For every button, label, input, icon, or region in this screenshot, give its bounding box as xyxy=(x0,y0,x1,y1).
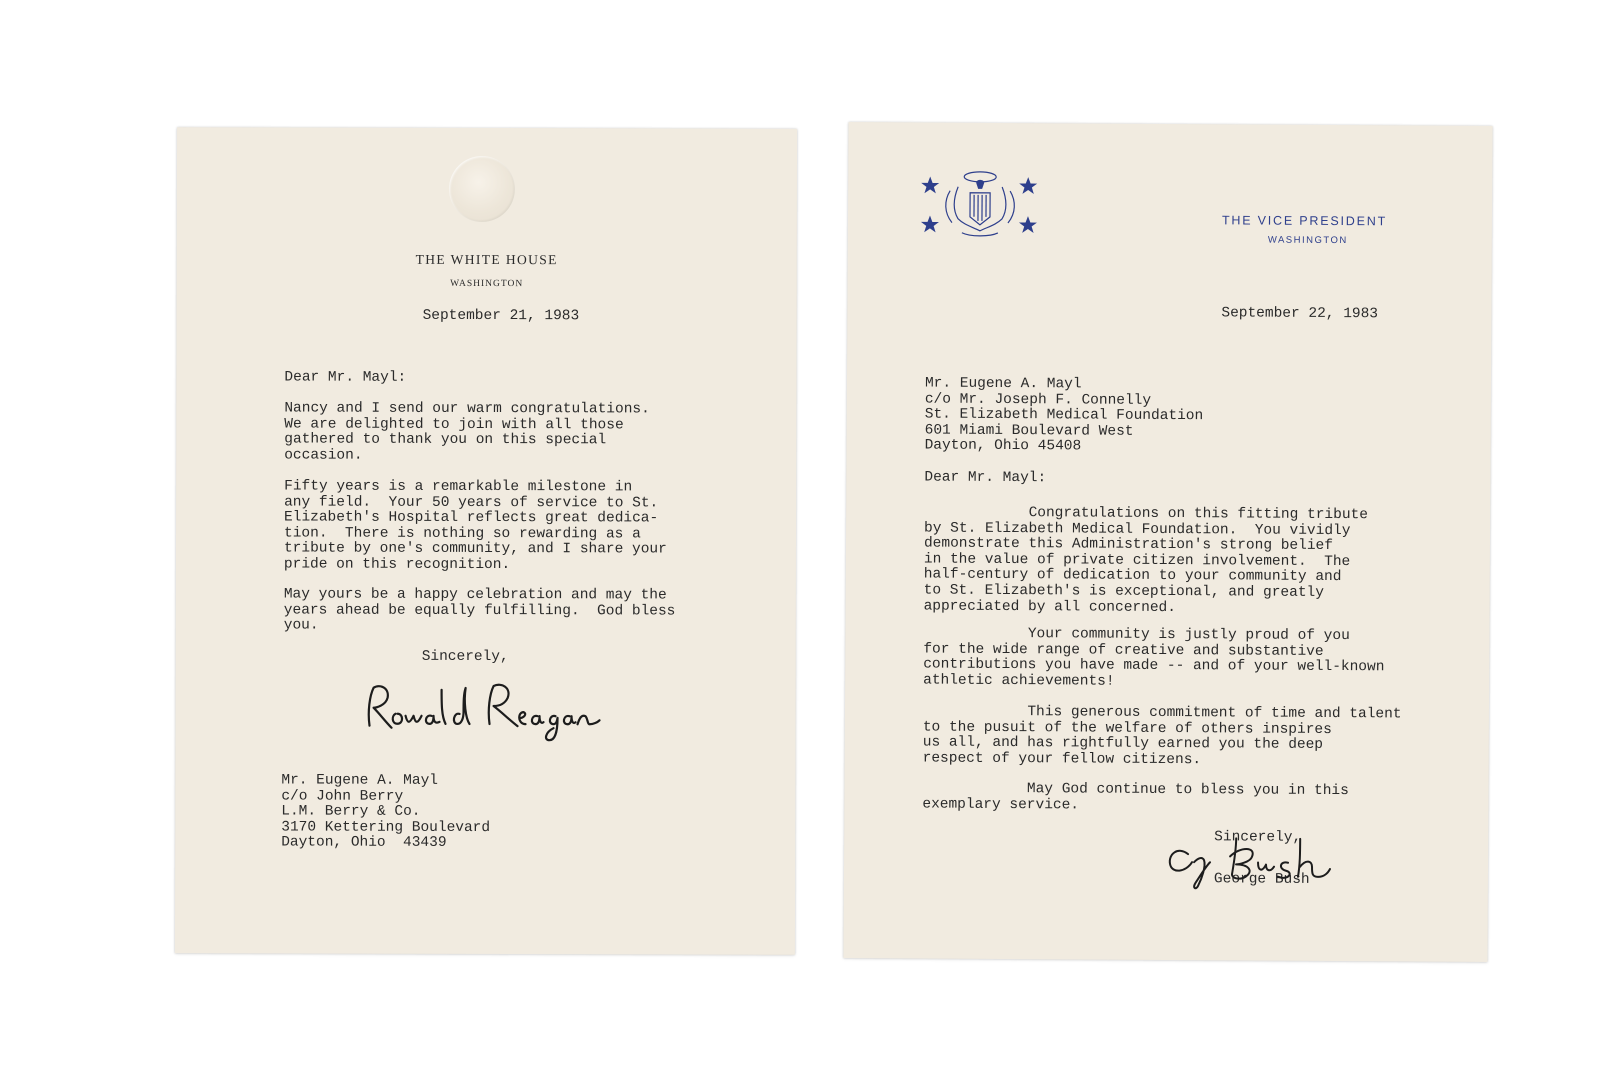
body-paragraph: Nancy and I send our warm congratulations. We are delighted to join with all those gathered to thank you on this special occasion. xyxy=(284,400,650,464)
closing: Sincerely, xyxy=(421,648,509,666)
letterhead-city: WASHINGTON xyxy=(1267,234,1348,247)
letterhead-city: WASHINGTON xyxy=(450,278,524,290)
address-line: St. Elizabeth Medical Foundation xyxy=(924,406,1204,425)
address-line: Mr. Eugene A. Mayl xyxy=(924,375,1082,393)
address-line: Dayton, Ohio 43439 xyxy=(281,834,447,852)
address-line: c/o John Berry xyxy=(281,788,404,805)
bush-letter xyxy=(843,122,1492,962)
body-paragraph: Your community is justly proud of you for the wide range of creative and substantive contributions you have made -- and of your well-known athletic achievements! xyxy=(923,625,1385,690)
closing: Sincerely, xyxy=(1214,829,1302,846)
typed-name: George Bush xyxy=(1213,871,1310,888)
body-paragraph: This generous commitment of time and talent to the pusuit of the welfare of others inspires us all, and has rightfully earned you the deep respect of your fellow citizens. xyxy=(922,703,1402,768)
address-line: Dayton, Ohio 45408 xyxy=(924,437,1082,455)
recipient-address xyxy=(925,377,1204,457)
letter-date: September 22, 1983 xyxy=(1221,305,1379,323)
address-line: 3170 Kettering Boulevard xyxy=(281,819,491,836)
vice-president-seal-icon xyxy=(920,166,1040,243)
body-paragraph: May God continue to bless you in this exemplary service. xyxy=(922,780,1349,814)
recipient-address xyxy=(281,773,490,852)
address-line: Mr. Eugene A. Mayl xyxy=(281,772,439,789)
body-paragraph: May yours be a happy celebration and may the years ahead be equally fulfilling. God bless you. xyxy=(283,586,676,634)
white-house-embossed-seal-icon xyxy=(449,156,515,222)
reagan-letter xyxy=(175,127,797,955)
letterhead-title: THE WHITE HOUSE xyxy=(415,251,558,268)
body-paragraph: Congratulations on this fitting tribute by St. Elizabeth Medical Foundation. You vividly demonstrate this Administration's strong belief in the value of private citizen involvement. The half-century of dedication to your community and to St. Elizabeth's is exceptional, and greatly appreciated by all concerned. xyxy=(923,504,1368,616)
address-line: c/o Mr. Joseph F. Connelly xyxy=(924,391,1152,409)
address-line: L.M. Berry & Co. xyxy=(281,803,421,821)
reagan-signature xyxy=(361,678,601,749)
letter-date: September 21, 1983 xyxy=(422,307,580,325)
letterhead-title: THE VICE PRESIDENT xyxy=(1221,213,1388,229)
body-paragraph: Fifty years is a remarkable milestone in any field. Your 50 years of service to St. Elizabeth's Hospital reflects great dedica- tion. There is nothing so rewarding as a tribute by one's community, and I share your pride on this recognition. xyxy=(283,478,667,574)
salutation: Dear Mr. Mayl: xyxy=(924,469,1047,487)
address-line: 601 Miami Boulevard West xyxy=(924,422,1134,440)
salutation: Dear Mr. Mayl: xyxy=(284,369,407,386)
bush-signature xyxy=(1166,829,1356,893)
